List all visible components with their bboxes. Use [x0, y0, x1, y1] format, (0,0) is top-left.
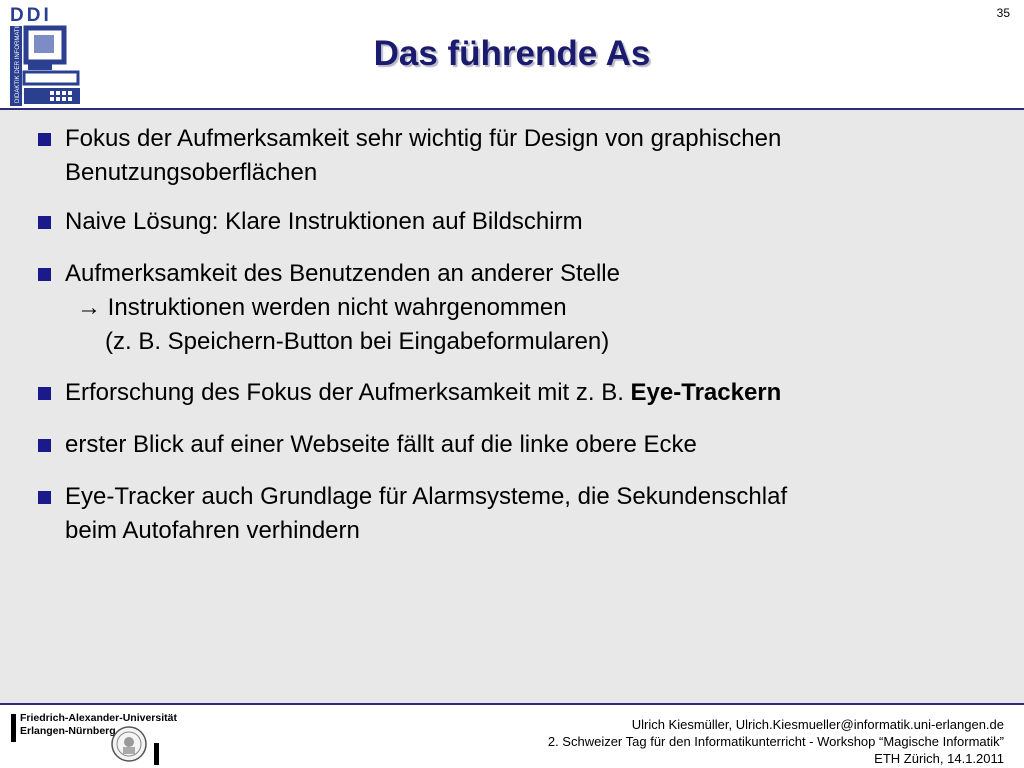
bullet-item	[38, 205, 978, 239]
bullet-item	[38, 428, 978, 462]
footer-info	[548, 716, 1004, 767]
ddi-letters: DDI	[10, 5, 52, 26]
square-bullet-icon	[38, 387, 51, 400]
university-name-line: Friedrich-Alexander-Universität	[20, 712, 177, 724]
slide-footer	[0, 705, 1024, 768]
square-bullet-icon	[38, 439, 51, 452]
square-bullet-icon	[38, 491, 51, 504]
bullet-item	[38, 122, 978, 190]
fau-logo-bar	[154, 743, 159, 765]
bullet-bold-term: Eye-Trackern	[630, 379, 782, 406]
footer-place-date: ETH Zürich, 14.1.2011	[874, 751, 1004, 766]
bullet-text-line	[65, 376, 978, 410]
square-bullet-icon	[38, 268, 51, 281]
bullet-item	[38, 480, 978, 548]
university-name	[20, 712, 177, 738]
bullet-item	[38, 257, 978, 359]
bullet-text-line: Aufmerksamkeit des Benutzenden an anderer Stelle	[65, 260, 620, 287]
ddi-vertical-text: DIDAKTIK DER INFORMATIK	[15, 22, 21, 103]
bullet-text: Erforschung des Fokus der Aufmerksamkeit mit z. B.	[65, 379, 631, 406]
university-seal-icon	[110, 725, 148, 763]
bullet-subline-text: (z. B. Speichern-Button bei Eingabeformularen)	[105, 328, 610, 355]
fau-logo-bar	[11, 714, 16, 742]
bullet-subline	[65, 291, 978, 325]
bullet-subline-text: Instruktionen werden nicht wahrgenommen	[107, 294, 567, 321]
bullet-item	[38, 376, 978, 410]
bullet-text-line: beim Autofahren verhindern	[65, 517, 360, 544]
square-bullet-icon	[38, 216, 51, 229]
slide-title: Das führende As	[373, 34, 651, 73]
arrow-right-icon: →	[77, 294, 101, 321]
square-bullet-icon	[38, 133, 51, 146]
university-name-line: Erlangen-Nürnberg	[20, 725, 116, 737]
slide-number: 35	[996, 6, 1010, 20]
slide-header	[0, 0, 1024, 110]
bullet-text-line: Fokus der Aufmerksamkeit sehr wichtig für Design von graphischen	[65, 125, 782, 152]
bullet-text-line: erster Blick auf einer Webseite fällt auf die linke obere Ecke	[65, 431, 697, 458]
bullet-text-line: Benutzungsoberflächen	[65, 159, 318, 186]
bullet-text-line: Naive Lösung: Klare Instruktionen auf Bildschirm	[65, 208, 583, 235]
bullet-text-line: Eye-Tracker auch Grundlage für Alarmsysteme, die Sekundenschlaf	[65, 483, 788, 510]
slide-content	[0, 110, 1024, 703]
footer-event: 2. Schweizer Tag für den Informatikunterricht - Workshop “Magische Informatik”	[547, 734, 1004, 749]
footer-author: Ulrich Kiesmüller, Ulrich.Kiesmueller@informatik.uni-erlangen.de	[631, 717, 1004, 732]
